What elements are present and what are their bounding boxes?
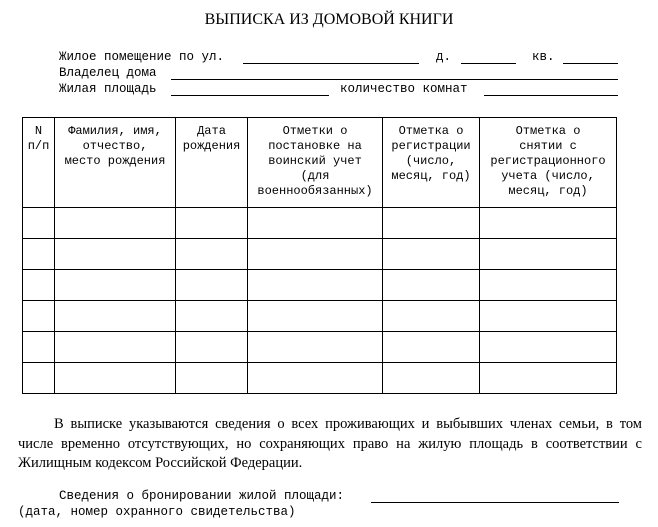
residents-table [22,117,617,394]
table-header-cell: Отметки о постановке на воинский учет (для военнообязанных) [248,118,383,208]
table-cell [23,332,55,363]
table-cell [176,332,248,363]
table-header-cell: Отметка о снятии с регистрационного учета (число, месяц, год) [480,118,617,208]
table-header-cell: Фамилия, имя, отчество, место рождения [55,118,176,208]
table-cell [248,239,383,270]
table-cell [383,301,480,332]
address-label: Жилое помещение по ул. [59,50,225,64]
table-cell [55,301,176,332]
table-header-cell: Отметка о регистрации (число, месяц, год) [383,118,480,208]
table-row [23,208,617,239]
owner-blank [171,79,618,80]
owner-label: Владелец дома [59,66,157,80]
area-blank [171,95,329,96]
table-cell [55,239,176,270]
rooms-blank [484,95,618,96]
apartment-label: кв. [532,50,555,64]
table-row [23,301,617,332]
table-cell [248,208,383,239]
table-header-cell: N п/п [23,118,55,208]
table-cell [23,239,55,270]
table-cell [480,270,617,301]
table-cell [480,332,617,363]
table-cell [383,208,480,239]
table-cell [176,363,248,394]
document-title: ВЫПИСКА ИЗ ДОМОВОЙ КНИГИ [204,11,454,28]
table-cell [23,363,55,394]
table-cell [176,239,248,270]
table-cell [480,208,617,239]
table-cell [248,363,383,394]
table-cell [55,363,176,394]
table-cell [23,208,55,239]
house-blank [461,63,516,64]
table-cell [176,301,248,332]
table-header-row [23,118,617,208]
table-cell [383,270,480,301]
info-paragraph: В выписке указываются сведения о всех проживающих и выбывших членах семьи, в том числе временно отсутствующих, но сохраняющих право на жилую площадь в соответствии с Жилищным кодексом Российской Федерации. [18,416,642,471]
rooms-label: количество комнат [340,82,468,96]
house-label: д. [436,50,452,64]
table-cell [55,270,176,301]
table-row [23,239,617,270]
table-cell [23,301,55,332]
reservation-blank [371,502,619,503]
table-cell [383,332,480,363]
reservation-label: Сведения о бронировании жилой площади: [59,489,345,503]
street-blank [243,63,419,64]
table-body [23,208,617,394]
table-cell [55,208,176,239]
table-cell [248,270,383,301]
area-label: Жилая площадь [59,82,157,96]
reservation-hint: (дата, номер охранного свидетельства) [18,505,296,519]
table-cell [55,332,176,363]
table-cell [176,270,248,301]
table-cell [176,208,248,239]
table-row [23,363,617,394]
table-cell [480,239,617,270]
table-row [23,270,617,301]
table-cell [383,363,480,394]
table-header-cell: Дата рождения [176,118,248,208]
table-cell [23,270,55,301]
table-cell [480,363,617,394]
table-cell [248,332,383,363]
apartment-blank [563,63,618,64]
table-cell [383,239,480,270]
table-row [23,332,617,363]
table-cell [480,301,617,332]
table-cell [248,301,383,332]
